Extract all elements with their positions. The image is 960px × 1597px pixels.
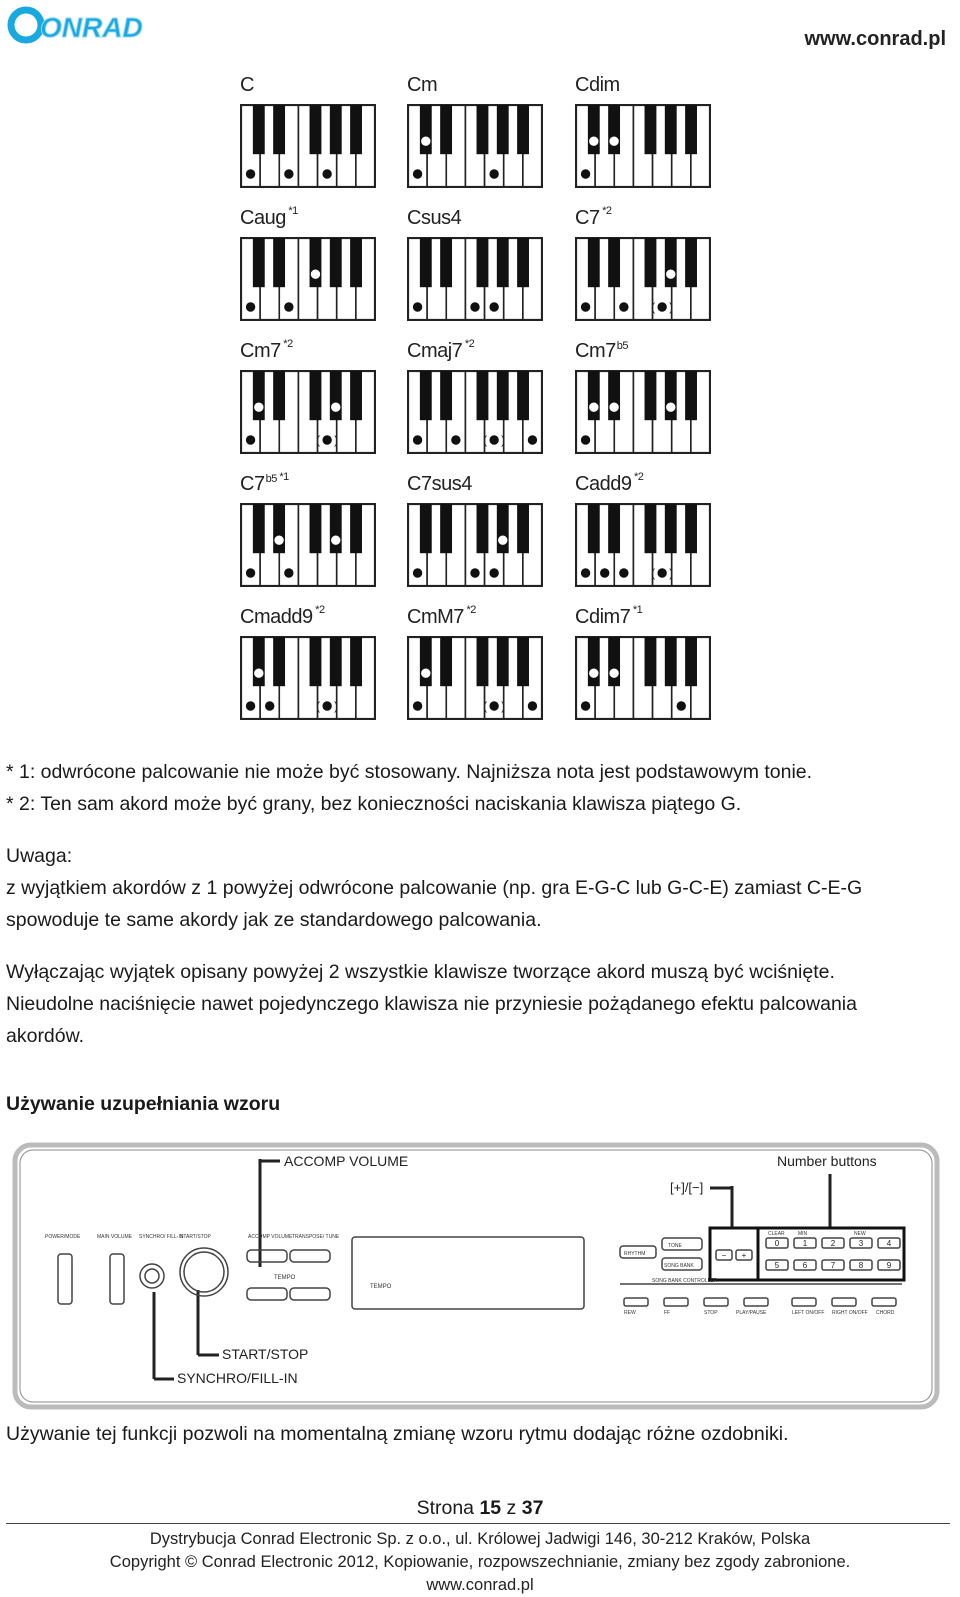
optional-paren: ) xyxy=(501,433,506,447)
black-key xyxy=(608,371,620,420)
black-key xyxy=(350,105,362,154)
number-buttons-label: Number buttons xyxy=(777,1153,877,1169)
optional-paren: ) xyxy=(501,699,506,713)
pressed-key-dot xyxy=(658,569,666,577)
pressed-key-dot xyxy=(323,170,331,178)
svg-text:−: − xyxy=(721,1251,727,1260)
black-key xyxy=(273,504,285,553)
black-key xyxy=(517,371,529,420)
chord-chart xyxy=(240,604,374,722)
svg-text:MIN: MIN xyxy=(798,1231,808,1237)
pressed-key-dot xyxy=(422,137,430,145)
optional-paren: ) xyxy=(334,699,339,713)
chord-name: Csus4 xyxy=(407,207,462,229)
svg-text:9: 9 xyxy=(886,1261,892,1270)
pressed-key-dot xyxy=(490,436,498,444)
pressed-key-dot xyxy=(581,303,589,311)
black-key xyxy=(645,238,657,287)
svg-text:CHORD: CHORD xyxy=(876,1310,895,1316)
pressed-key-dot xyxy=(471,569,479,577)
svg-text:POWER/MODE: POWER/MODE xyxy=(45,1234,81,1240)
page-number: Strona 15 z 37 xyxy=(416,1497,544,1519)
black-key xyxy=(253,637,265,686)
start-stop-label: START/STOP xyxy=(222,1346,309,1362)
pressed-key-dot xyxy=(275,536,283,544)
black-key xyxy=(665,105,677,154)
keyboard-diagram xyxy=(575,237,711,321)
keyboard-diagram xyxy=(240,104,376,188)
chord-name: $C7^{b5}$ $^{*1}$ xyxy=(240,471,289,495)
black-key xyxy=(517,637,529,686)
black-key xyxy=(608,105,620,154)
svg-text:RHYTHM: RHYTHM xyxy=(624,1251,646,1257)
total-pages: 37 xyxy=(521,1497,544,1519)
svg-text:3: 3 xyxy=(858,1239,864,1248)
black-key xyxy=(588,504,600,553)
pressed-key-dot xyxy=(658,303,666,311)
black-key xyxy=(440,371,452,420)
footer-url[interactable]: www.conrad.pl xyxy=(426,1576,534,1594)
svg-text:STOP: STOP xyxy=(704,1310,718,1316)
keyboard-diagram xyxy=(407,104,543,188)
chord-chart xyxy=(407,207,541,323)
paragraph-line-2: Nieudolne naciśnięcie nawet pojedynczego klawisza nie przyniesie pożądanego efektu palcowania xyxy=(6,993,857,1015)
optional-paren: ( xyxy=(651,300,656,314)
remark-label: Uwaga: xyxy=(6,845,73,867)
keyboard-diagram xyxy=(407,370,543,454)
chord-name: Cm xyxy=(407,74,438,96)
keyboard-diagram xyxy=(407,237,543,321)
black-key xyxy=(588,637,600,686)
svg-text:REW: REW xyxy=(624,1310,636,1316)
pressed-key-dot xyxy=(452,436,460,444)
black-key xyxy=(685,105,697,154)
chord-chart xyxy=(240,74,374,190)
pressed-key-dot xyxy=(246,170,254,178)
pressed-key-dot xyxy=(581,170,589,178)
pressed-key-dot xyxy=(422,669,430,677)
svg-text:NEW: NEW xyxy=(854,1231,866,1237)
current-page: 15 xyxy=(479,1497,502,1519)
pressed-key-dot xyxy=(590,669,598,677)
chord-name: Cmadd9 $^{*2}$ xyxy=(240,604,325,628)
pressed-key-dot xyxy=(332,536,340,544)
chord-name: C xyxy=(240,74,254,96)
pressed-key-dot xyxy=(413,569,421,577)
pressed-key-dot xyxy=(610,137,618,145)
keyboard-diagram xyxy=(240,503,376,587)
svg-text:MAIN VOLUME: MAIN VOLUME xyxy=(97,1234,133,1240)
black-key xyxy=(588,238,600,287)
black-key xyxy=(685,371,697,420)
black-key xyxy=(497,637,509,686)
pressed-key-dot xyxy=(413,170,421,178)
pressed-key-dot xyxy=(581,702,589,710)
keyboard-diagram xyxy=(575,104,711,188)
black-key xyxy=(497,105,509,154)
footer-line-2: Copyright © Conrad Electronic 2012, Kopiowanie, rozpowszechnianie, zmiany bez zgody zabronione. xyxy=(109,1553,851,1571)
black-key xyxy=(477,371,489,420)
black-key xyxy=(665,238,677,287)
remark-line-2: spowoduje te same akordy jak ze standardowego palcowania. xyxy=(6,909,542,931)
black-key xyxy=(330,238,342,287)
chord-name: $Cm7^{b5}$ xyxy=(575,340,628,362)
black-key xyxy=(665,504,677,553)
black-key xyxy=(420,504,432,553)
chord-name: C7 $^{*2}$ xyxy=(575,205,612,229)
pressed-key-dot xyxy=(323,436,331,444)
pressed-key-dot xyxy=(311,270,319,278)
pressed-key-dot xyxy=(255,403,263,411)
black-key xyxy=(420,637,432,686)
black-key xyxy=(477,504,489,553)
black-key xyxy=(645,504,657,553)
pressed-key-dot xyxy=(285,569,293,577)
pressed-key-dot xyxy=(471,303,479,311)
svg-text:5: 5 xyxy=(774,1261,780,1270)
black-key xyxy=(330,371,342,420)
pressed-key-dot xyxy=(610,669,618,677)
svg-text:PLAY/PAUSE: PLAY/PAUSE xyxy=(736,1310,767,1316)
note-2: * 2: Ten sam akord może być grany, bez konieczności naciskania klawisza piątego G. xyxy=(6,793,742,815)
black-key xyxy=(608,637,620,686)
svg-text:SONG BANK CONTROLLER: SONG BANK CONTROLLER xyxy=(652,1278,718,1284)
keyboard-panel-illustration xyxy=(12,1142,942,1412)
pressed-key-dot xyxy=(246,702,254,710)
accomp-volume-label: ACCOMP VOLUME xyxy=(284,1153,409,1169)
paragraph-line-1: Wyłączając wyjątek opisany powyżej 2 wszystkie klawisze tworzące akord muszą być wciśnięte. xyxy=(6,961,835,983)
black-key xyxy=(477,238,489,287)
svg-text:TEMPO: TEMPO xyxy=(274,1275,296,1281)
chord-chart xyxy=(575,604,709,722)
pressed-key-dot xyxy=(528,436,536,444)
black-key xyxy=(477,637,489,686)
black-key xyxy=(645,105,657,154)
svg-text:TONE: TONE xyxy=(668,1243,682,1249)
pressed-key-dot xyxy=(667,270,675,278)
svg-text:6: 6 xyxy=(802,1261,808,1270)
pressed-key-dot xyxy=(413,702,421,710)
pressed-key-dot xyxy=(413,303,421,311)
keyboard-diagram xyxy=(407,503,543,587)
black-key xyxy=(273,637,285,686)
optional-paren: ( xyxy=(316,433,321,447)
pressed-key-dot xyxy=(255,669,263,677)
chord-chart xyxy=(575,205,709,323)
black-key xyxy=(350,238,362,287)
keyboard-diagram xyxy=(575,636,711,720)
black-key xyxy=(310,238,322,287)
black-key xyxy=(517,238,529,287)
pressed-key-dot xyxy=(620,303,628,311)
black-key xyxy=(477,105,489,154)
chord-chart xyxy=(240,205,374,323)
chord-chart xyxy=(575,74,709,190)
black-key xyxy=(440,637,452,686)
black-key xyxy=(420,105,432,154)
black-key xyxy=(330,504,342,553)
optional-paren: ( xyxy=(483,433,488,447)
svg-text:FF: FF xyxy=(664,1310,671,1316)
black-key xyxy=(645,637,657,686)
chord-chart xyxy=(575,471,709,589)
svg-text:SONG BANK: SONG BANK xyxy=(664,1263,694,1269)
site-url[interactable]: www.conrad.pl xyxy=(804,28,946,50)
black-key xyxy=(253,238,265,287)
keyboard-diagram xyxy=(575,370,711,454)
pressed-key-dot xyxy=(581,436,589,444)
pressed-key-dot xyxy=(601,569,609,577)
pressed-key-dot xyxy=(246,436,254,444)
black-key xyxy=(588,371,600,420)
chord-chart xyxy=(407,338,541,456)
optional-paren: ( xyxy=(483,699,488,713)
svg-text:8: 8 xyxy=(858,1261,864,1270)
pressed-key-dot xyxy=(490,170,498,178)
optional-paren: ) xyxy=(334,433,339,447)
black-key xyxy=(497,371,509,420)
black-key xyxy=(253,504,265,553)
black-key xyxy=(665,637,677,686)
pressed-key-dot xyxy=(323,702,331,710)
synchro-label: SYNCHRO/FILL-IN xyxy=(177,1370,298,1386)
plus-minus-label: [+]/[−] xyxy=(670,1180,704,1195)
black-key xyxy=(273,371,285,420)
pressed-key-dot xyxy=(285,170,293,178)
svg-text:2: 2 xyxy=(830,1239,836,1248)
svg-text:+: + xyxy=(741,1251,747,1260)
note-1: * 1: odwrócone palcowanie nie może być stosowany. Najniższa nota jest podstawowym tonie. xyxy=(6,761,813,783)
black-key xyxy=(608,504,620,553)
chord-name: C7sus4 xyxy=(407,473,472,495)
svg-text:0: 0 xyxy=(774,1239,780,1248)
black-key xyxy=(350,637,362,686)
keyboard-diagram xyxy=(240,237,376,321)
black-key xyxy=(685,637,697,686)
pressed-key-dot xyxy=(246,303,254,311)
pressed-key-dot xyxy=(490,303,498,311)
black-key xyxy=(420,371,432,420)
chord-name: Cdim xyxy=(575,74,620,96)
black-key xyxy=(645,371,657,420)
pressed-key-dot xyxy=(590,137,598,145)
keyboard-diagram xyxy=(575,503,711,587)
black-key xyxy=(420,238,432,287)
black-key xyxy=(497,238,509,287)
usage-text: Używanie tej funkcji pozwoli na momentalną zmianę wzoru rytmu dodając różne ozdobniki. xyxy=(6,1423,789,1445)
svg-text:SYNCHRO/ FILL-IN: SYNCHRO/ FILL-IN xyxy=(139,1234,184,1240)
chord-name: Cm7 $^{*2}$ xyxy=(240,338,293,362)
svg-text:1: 1 xyxy=(802,1239,808,1248)
optional-paren: ( xyxy=(651,566,656,580)
pressed-key-dot xyxy=(332,403,340,411)
black-key xyxy=(440,504,452,553)
pressed-key-dot xyxy=(667,403,675,411)
chord-chart xyxy=(407,74,541,190)
chord-name: Caug $^{*1}$ xyxy=(240,205,298,229)
svg-text:7: 7 xyxy=(830,1261,836,1270)
pressed-key-dot xyxy=(590,403,598,411)
svg-text:CLEAR: CLEAR xyxy=(768,1231,785,1237)
black-key xyxy=(350,504,362,553)
svg-text:START/STOP: START/STOP xyxy=(180,1234,211,1240)
black-key xyxy=(440,105,452,154)
black-key xyxy=(665,371,677,420)
pressed-key-dot xyxy=(528,702,536,710)
svg-text:LEFT ON/OFF: LEFT ON/OFF xyxy=(792,1310,825,1316)
chord-name: CmM7 $^{*2}$ xyxy=(407,604,476,628)
pressed-key-dot xyxy=(581,569,589,577)
chord-name: Cmaj7 $^{*2}$ xyxy=(407,338,475,362)
pressed-key-dot xyxy=(246,569,254,577)
svg-text:ACCOMP VOLUME: ACCOMP VOLUME xyxy=(248,1234,293,1240)
keyboard-diagram xyxy=(240,370,376,454)
paragraph-line-3: akordów. xyxy=(6,1025,85,1047)
black-key xyxy=(330,105,342,154)
black-key xyxy=(517,504,529,553)
pressed-key-dot xyxy=(266,702,274,710)
chord-chart xyxy=(407,473,541,589)
optional-paren: ) xyxy=(669,566,674,580)
black-key xyxy=(608,238,620,287)
svg-text:4: 4 xyxy=(886,1239,892,1248)
black-key xyxy=(497,504,509,553)
black-key xyxy=(685,238,697,287)
footer-divider xyxy=(6,1523,950,1524)
pressed-key-dot xyxy=(620,569,628,577)
svg-text:TRANSPOSE/ TUNE: TRANSPOSE/ TUNE xyxy=(292,1234,340,1240)
chord-name: Cdim7 $^{*1}$ xyxy=(575,604,643,628)
black-key xyxy=(440,238,452,287)
optional-paren: ) xyxy=(669,300,674,314)
black-key xyxy=(310,504,322,553)
svg-text:TEMPO: TEMPO xyxy=(370,1284,392,1290)
chord-chart xyxy=(240,471,374,589)
black-key xyxy=(310,371,322,420)
pressed-key-dot xyxy=(413,436,421,444)
pressed-key-dot xyxy=(490,569,498,577)
svg-text:ONRAD: ONRAD xyxy=(40,12,143,43)
black-key xyxy=(273,105,285,154)
pressed-key-dot xyxy=(490,702,498,710)
keyboard-diagram xyxy=(407,636,543,720)
black-key xyxy=(273,238,285,287)
chord-chart xyxy=(240,338,374,456)
black-key xyxy=(253,105,265,154)
black-key xyxy=(330,637,342,686)
pressed-key-dot xyxy=(285,303,293,311)
optional-paren: ( xyxy=(316,699,321,713)
black-key xyxy=(685,504,697,553)
pressed-key-dot xyxy=(610,403,618,411)
section-heading: Używanie uzupełniania wzoru xyxy=(6,1093,281,1115)
black-key xyxy=(517,105,529,154)
black-key xyxy=(350,371,362,420)
svg-text:RIGHT ON/OFF: RIGHT ON/OFF xyxy=(832,1310,868,1316)
chord-name: Cadd9 $^{*2}$ xyxy=(575,471,644,495)
black-key xyxy=(310,105,322,154)
remark-line-1: z wyjątkiem akordów z 1 powyżej odwrócone palcowanie (np. gra E-G-C lub G-C-E) zamiast C-E-G xyxy=(6,877,863,899)
black-key xyxy=(310,637,322,686)
black-key xyxy=(588,105,600,154)
black-key xyxy=(253,371,265,420)
pressed-key-dot xyxy=(499,536,507,544)
footer-line-1: Dystrybucja Conrad Electronic Sp. z o.o., ul. Królowej Jadwigi 146, 30-212 Kraków, Polska xyxy=(149,1530,811,1548)
chord-chart xyxy=(575,340,709,456)
keyboard-diagram xyxy=(240,636,376,720)
pressed-key-dot xyxy=(677,702,685,710)
chord-chart xyxy=(407,604,541,722)
conrad-logo xyxy=(6,6,176,46)
